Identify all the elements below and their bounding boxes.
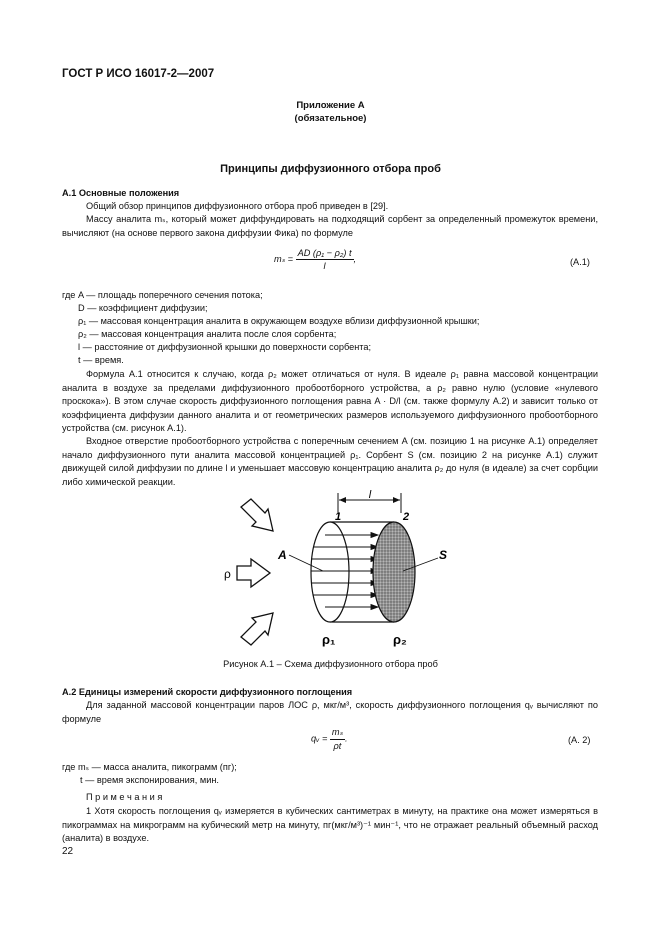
where-line: где A — площадь поперечного сечения потока; bbox=[62, 290, 263, 300]
a1-heading: А.1 Основные положения bbox=[62, 188, 180, 198]
where-line: D — коэффициент диффузии; bbox=[78, 303, 208, 313]
section-title: Принципы диффузионного отбора проб bbox=[220, 163, 441, 175]
where-line: ρ₂ — массовая концентрация аналита после слоя сорбента; bbox=[78, 329, 337, 339]
label-l: l bbox=[368, 489, 372, 501]
dimension-arrow-right bbox=[393, 497, 400, 503]
a1-paragraph-2: Массу аналита mₛ, который может диффундировать на подходящий сорбент за определенный промежуток времени, вычисляют (на основе первого закона диффузии Фика) по формуле bbox=[62, 214, 598, 238]
appendix-title: Приложение А bbox=[296, 100, 365, 111]
a2-heading: А.2 Единицы измерений скорости диффузионного поглощения bbox=[62, 687, 353, 697]
inflow-arrow-upper bbox=[241, 499, 273, 531]
notes-title: П р и м е ч а н и я bbox=[86, 792, 163, 802]
page-number: 22 bbox=[62, 846, 74, 857]
a1-paragraph-4: Входное отверстие пробоотборного устройства с поперечным сечением A (см. позицию 1 на рисунке А.1) определяет начало диффузионного пути аналита массовой концентрацией ρ₁. Сорбент S (см. позицию 2 на рисунке А.1) служит движущей силой диффузии по длине l и уменьшает массовую концентрацию аналита ρ₂ до нуля (в идеале) за счет сорбции либо химической реакции. bbox=[62, 436, 598, 487]
formula-a2-numerator: mₛ bbox=[330, 727, 345, 740]
formula-a1-lhs: mₛ = bbox=[274, 253, 293, 264]
sorbent-layer bbox=[373, 522, 415, 622]
formula-a2-lhs: qᵥ = bbox=[311, 733, 328, 744]
note-1: 1 Хотя скорость поглощения qᵥ измеряется в кубических сантиметрах в минуту, на практике она может измеряться в пикограммах на микрограмм на кубический метр на минуту, пг(мкг/м³)⁻¹ мин⁻¹, что не отражает реальный объемный расход (аналита) в воздухе. bbox=[62, 806, 598, 843]
label-rho1: ρ₁ bbox=[322, 632, 336, 647]
inflow-arrow-lower bbox=[241, 613, 273, 645]
formula-a1-denominator: l bbox=[323, 261, 326, 271]
formula-a2-tail: . bbox=[344, 733, 348, 744]
label-rho: ρ bbox=[224, 567, 231, 581]
label-position-1: 1 bbox=[334, 511, 342, 523]
where-line: t — время экспонирования, мин. bbox=[80, 775, 219, 785]
a2-paragraph-1: Для заданной массовой концентрации паров ЛОС ρ, мкг/м³, скорость диффузионного поглощения qᵥ вычисляют по формуле bbox=[62, 700, 598, 724]
a1-paragraph-3: Формула А.1 относится к случаю, когда ρ₂ может отличаться от нуля. В идеале ρ₁ равна массовой концентрации аналита в воздухе за пределами диффузионного пробоотборного устройства, а ρ₂ равно нулю (условие «нулевого проскока»). В этом случае скорость диффузионного поглощения равна A · D/l (см. также формулу А.2) и зависит только от коэффициента диффузии данного аналита и от геометрических размеров используемого диффузионного пробоотборного устройства (см. рисунок А.1). bbox=[62, 369, 598, 433]
figure-caption: Рисунок А.1 – Схема диффузионного отбора проб bbox=[223, 659, 438, 669]
where-line: ρ₁ — массовая концентрация аналита в окружающем воздухе вблизи диффузионной крышки; bbox=[78, 316, 480, 326]
where-line: где mₛ — масса аналита, пикограмм (пг); bbox=[62, 762, 237, 772]
dimension-arrow-left bbox=[339, 497, 346, 503]
label-S: S bbox=[439, 548, 448, 562]
label-rho2: ρ₂ bbox=[393, 632, 407, 647]
where-line: t — время. bbox=[78, 355, 124, 365]
label-position-2: 2 bbox=[402, 511, 410, 523]
inflow-arrow-middle bbox=[237, 559, 270, 587]
formula-a1-numerator: AD (ρ₁ − ρ₂) t bbox=[297, 248, 352, 258]
appendix-subtitle: (обязательное) bbox=[294, 113, 367, 124]
formula-a1-number: (А.1) bbox=[570, 257, 590, 267]
label-A: A bbox=[278, 548, 287, 562]
formula-a1-tail: , bbox=[353, 253, 357, 264]
formula-a1 bbox=[274, 248, 356, 271]
where-line: l — расстояние от диффузионной крышки до поверхности сорбента; bbox=[78, 342, 372, 352]
formula-a2-number: (А. 2) bbox=[568, 735, 591, 745]
formula-a2 bbox=[311, 727, 348, 751]
standard-header: ГОСТ Р ИСО 16017-2—2007 bbox=[62, 68, 215, 80]
formula-a2-denominator: ρt bbox=[333, 741, 342, 751]
diffusion-sampling-diagram bbox=[225, 487, 465, 652]
a1-paragraph-1: Общий обзор принципов диффузионного отбора проб приведен в [29]. bbox=[86, 201, 389, 211]
